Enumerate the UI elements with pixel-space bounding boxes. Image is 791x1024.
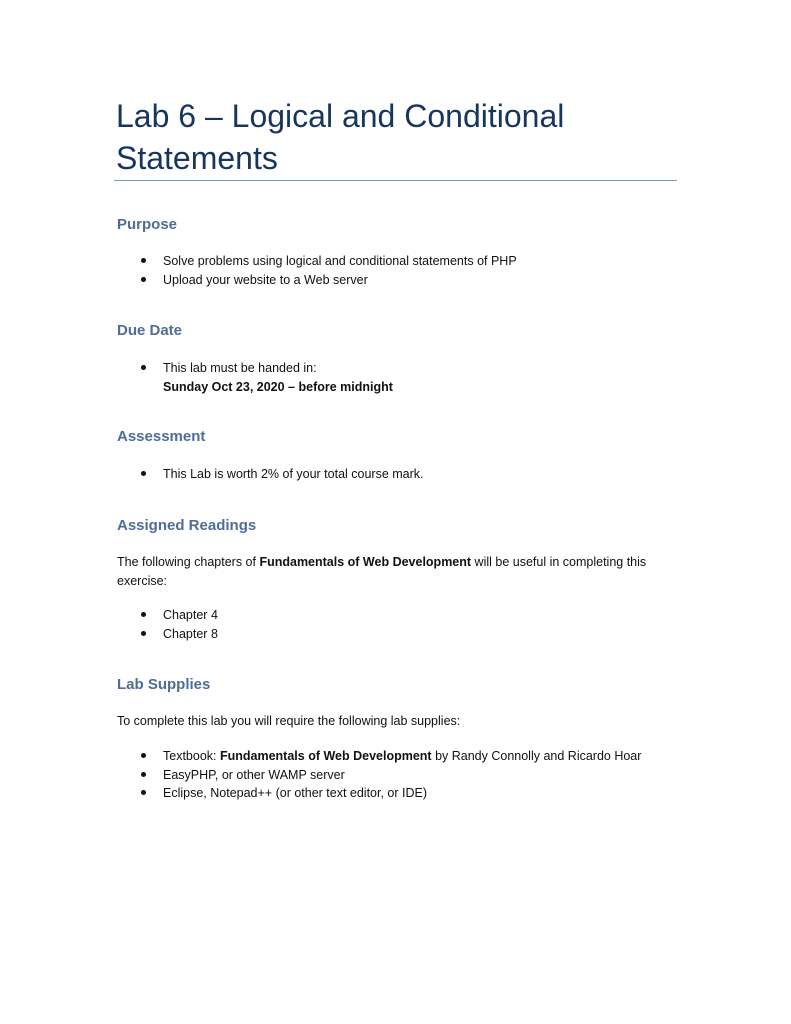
title-underline <box>114 180 677 181</box>
textbook-suffix: by Randy Connolly and Ricardo Hoar <box>431 749 642 763</box>
reading-item-text: Chapter 4 <box>163 608 218 622</box>
assessment-heading: Assessment <box>117 428 206 445</box>
due-date-heading: Due Date <box>117 322 183 339</box>
bullet-icon <box>141 612 146 617</box>
list-item <box>139 359 393 396</box>
list-item <box>139 252 517 271</box>
bullet-icon <box>141 258 146 263</box>
reading-item-text: Chapter 8 <box>163 626 218 641</box>
assessment-list <box>139 465 424 484</box>
list-item <box>139 465 424 484</box>
assigned-readings-list <box>139 606 218 643</box>
textbook-prefix: Textbook: <box>163 749 220 763</box>
assessment-item-text: This Lab is worth 2% of your total course mark. <box>163 467 424 481</box>
lab-supplies-intro: To complete this lab you will require the following lab supplies: <box>117 714 461 728</box>
bullet-icon <box>141 753 146 758</box>
title-line-2: Statements <box>116 140 278 176</box>
assigned-readings-intro <box>117 553 677 590</box>
readings-intro-prefix: The following chapters of <box>117 555 260 569</box>
list-item <box>139 747 641 766</box>
due-date-item-text: This lab must be handed in: <box>163 361 317 375</box>
supply-item-text: Eclipse, Notepad++ (or other text editor, or IDE) <box>163 786 428 800</box>
purpose-item-text: Solve problems using logical and conditional statements of PHP <box>163 254 517 268</box>
bullet-icon <box>141 471 146 476</box>
bullet-icon <box>141 790 146 795</box>
readings-book-title: Fundamentals of Web Development <box>259 555 472 569</box>
list-item <box>139 625 218 644</box>
list-item <box>139 271 517 290</box>
purpose-list <box>139 252 517 289</box>
list-item <box>139 766 641 785</box>
due-date-list <box>139 359 393 396</box>
bullet-icon <box>141 772 146 777</box>
supply-item-text: EasyPHP, or other WAMP server <box>163 767 345 782</box>
purpose-item-text: Upload your website to a Web server <box>163 272 368 287</box>
due-date-deadline: Sunday Oct 23, 2020 – before midnight <box>163 379 393 394</box>
purpose-heading: Purpose <box>117 216 178 233</box>
assigned-readings-heading: Assigned Readings <box>117 517 257 534</box>
page-title <box>116 95 676 179</box>
title-line-1: Lab 6 – Logical and Conditional <box>116 98 565 134</box>
list-item <box>139 606 218 625</box>
readings-intro-suffix: will be useful in completing this exercise: <box>117 555 647 588</box>
list-item <box>139 784 641 803</box>
textbook-title: Fundamentals of Web Development <box>219 749 432 763</box>
lab-supplies-list <box>139 747 641 803</box>
bullet-icon <box>141 277 146 282</box>
bullet-icon <box>141 365 146 370</box>
lab-supplies-heading: Lab Supplies <box>117 676 211 693</box>
bullet-icon <box>141 631 146 636</box>
